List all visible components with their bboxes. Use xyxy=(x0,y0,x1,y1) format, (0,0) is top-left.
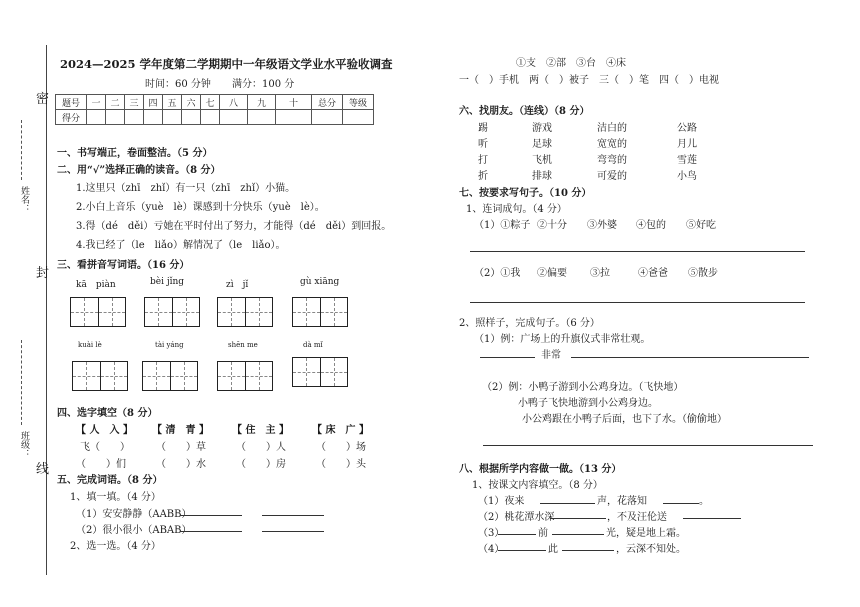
match-word[interactable]: 折 xyxy=(478,171,488,182)
section-5-sub1: 1、填一填。（4 分） xyxy=(70,492,161,503)
poem-line-2a: （2）桃花潭水深 xyxy=(478,512,555,523)
pinyin-question-3: 3.得（dé děi）亏她在平时付出了努力，才能得（dé děi）到回报。 xyxy=(76,221,392,232)
word-token: ②十分 xyxy=(537,220,567,231)
char-blank[interactable]: 飞（ ） xyxy=(80,442,130,453)
score-cell[interactable] xyxy=(125,110,144,125)
poem-line-3a: （3） xyxy=(478,528,505,539)
writing-grid[interactable] xyxy=(292,297,348,327)
name-blank[interactable] xyxy=(21,120,22,180)
score-cell[interactable] xyxy=(163,110,182,125)
measure-word-line[interactable]: 一（ ）手机 两（ ）被子 三（ ）笔 四（ ）电视 xyxy=(459,75,719,86)
poem-line-3c: 光，疑是地上霜。 xyxy=(606,528,686,539)
word-token: ⑤散步 xyxy=(688,268,718,279)
answer-line[interactable] xyxy=(262,531,324,532)
word-token: （2）①我 xyxy=(474,268,521,279)
answer-line[interactable] xyxy=(180,531,242,532)
section-5-title: 五、完成词语。（8 分） xyxy=(57,475,163,486)
section-8-sub1: 1、按课文内容填空。（8 分） xyxy=(472,480,603,491)
score-head: 四 xyxy=(144,95,163,110)
writing-grid[interactable] xyxy=(217,361,273,391)
pinyin-label: zì jǐ xyxy=(226,280,249,290)
word-token: ④爸爸 xyxy=(638,268,668,279)
writing-grid[interactable] xyxy=(70,297,126,327)
score-head: 三 xyxy=(125,95,144,110)
answer-line[interactable] xyxy=(470,302,805,303)
match-word[interactable]: 足球 xyxy=(532,139,552,150)
pinyin-label: bèi jǐng xyxy=(150,277,185,287)
word-token: ②偏要 xyxy=(537,268,567,279)
pinyin-question-4: 4.我已经了（le liǎo）解情况了（le liǎo）。 xyxy=(76,240,286,251)
match-word[interactable]: 听 xyxy=(478,139,488,150)
class-blank[interactable] xyxy=(21,340,22,425)
match-word[interactable]: 月儿 xyxy=(677,139,697,150)
answer-line[interactable] xyxy=(480,357,535,358)
writing-grid[interactable] xyxy=(142,361,198,391)
pinyin-label: kuài lè xyxy=(78,341,102,349)
answer-line[interactable] xyxy=(180,515,242,516)
poem-line-3b: 前 xyxy=(538,528,548,539)
match-word[interactable]: 踢 xyxy=(478,123,488,134)
word-pattern-aabb: （1）安安静静（AABB） xyxy=(76,509,192,520)
section-2-title: 二、用“√”选择正确的读音。（8 分） xyxy=(57,165,221,176)
score-cell[interactable] xyxy=(312,110,343,125)
pinyin-label: kā piàn xyxy=(76,280,116,290)
poem-line-1c: 。 xyxy=(699,496,709,507)
section-4-title: 四、选字填空（8 分） xyxy=(57,408,158,419)
exam-full-score: 满分：100 分 xyxy=(232,79,295,90)
section-7-sub2: 2、照样子，完成句子。（6 分） xyxy=(459,318,600,329)
match-word[interactable]: 打 xyxy=(478,155,488,166)
char-choice-group: 【 清 青 】 xyxy=(152,425,209,436)
pinyin-label: dà mǐ xyxy=(303,341,323,349)
section-6-title: 六、找朋友。（连线）（8 分） xyxy=(459,106,590,117)
char-blank[interactable]: （ ）场 xyxy=(316,442,366,453)
answer-line[interactable] xyxy=(571,357,809,358)
section-5-sub2: 2、选一选。（4 分） xyxy=(70,541,161,552)
score-head: 六 xyxy=(182,95,201,110)
score-cell[interactable] xyxy=(220,110,248,125)
pinyin-label: gù xiāng xyxy=(300,277,340,287)
answer-line[interactable] xyxy=(562,550,614,551)
score-head: 九 xyxy=(248,95,276,110)
pinyin-label: shēn me xyxy=(228,341,258,349)
answer-line[interactable] xyxy=(470,251,805,252)
score-table-score-row xyxy=(56,110,374,125)
name-label: 姓名： xyxy=(19,186,29,213)
answer-line[interactable] xyxy=(683,518,741,519)
rewrite-prompt: 小公鸡跟在小鸭子后面，也下了水。（偷偷地） xyxy=(522,414,727,425)
answer-line[interactable] xyxy=(498,534,536,535)
match-word[interactable]: 小鸟 xyxy=(677,171,697,182)
poem-line-4a: （4） xyxy=(478,544,505,555)
writing-grid[interactable] xyxy=(144,297,200,327)
score-head: 总分 xyxy=(312,95,343,110)
binding-line xyxy=(46,45,47,575)
word-token: ③外婆 xyxy=(587,220,617,231)
score-head: 七 xyxy=(201,95,220,110)
class-label: 班级： xyxy=(19,431,29,458)
answer-line[interactable] xyxy=(483,445,813,446)
char-choice-group: 【 住 主 】 xyxy=(232,425,289,436)
word-token: （1）①粽子 xyxy=(474,220,531,231)
poem-line-4b: 此 xyxy=(548,544,558,555)
word-token: ⑤好吃 xyxy=(686,220,716,231)
pinyin-question-1: 1.这里只（zhī zhǐ）有一只（zhī zhǐ）小猫。 xyxy=(76,183,296,194)
score-head: 题号 xyxy=(56,95,87,110)
measure-word-options: ①支 ②部 ③台 ④床 xyxy=(516,58,626,69)
pinyin-label: tài yáng xyxy=(155,341,184,349)
char-blank[interactable]: （ ）人 xyxy=(236,442,286,453)
answer-line[interactable] xyxy=(540,503,595,504)
match-word[interactable]: 洁白的 xyxy=(597,123,627,134)
exam-title: 2024—2025 学年度第二学期期中一年级语文学业水平验收调查 xyxy=(60,57,393,71)
score-cell[interactable] xyxy=(201,110,220,125)
example-answer-2: 小鸭子飞快地游到小公鸡身边。 xyxy=(518,398,658,409)
section-3-title: 三、看拼音写词语。（16 分） xyxy=(57,260,190,271)
answer-line[interactable] xyxy=(552,534,604,535)
answer-line[interactable] xyxy=(498,550,546,551)
word-pattern-abab: （2）很小很小（ABAB） xyxy=(76,525,192,536)
score-table-header-row xyxy=(56,95,374,110)
score-cell[interactable] xyxy=(182,110,201,125)
score-cell[interactable] xyxy=(276,110,312,125)
score-cell[interactable] xyxy=(248,110,276,125)
poem-line-1a: （1）夜来 xyxy=(478,496,525,507)
section-7-title: 七、按要求写句子。（10 分） xyxy=(459,188,592,199)
match-word[interactable]: 可爱的 xyxy=(597,171,627,182)
keyword-feichang: 非常 xyxy=(541,350,561,361)
char-blank[interactable]: （ ）房 xyxy=(236,459,286,470)
score-cell[interactable] xyxy=(144,110,163,125)
word-token: ③拉 xyxy=(590,268,610,279)
score-cell[interactable] xyxy=(343,110,374,125)
char-blank[interactable]: （ ）们 xyxy=(76,459,126,470)
score-table xyxy=(55,94,374,125)
match-word[interactable]: 飞机 xyxy=(532,155,552,166)
match-word[interactable]: 雪莲 xyxy=(677,155,697,166)
poem-line-2b: ，不及汪伦送 xyxy=(607,512,667,523)
char-blank[interactable]: （ ）草 xyxy=(156,442,206,453)
answer-line[interactable] xyxy=(550,518,606,519)
poem-line-4c: ，云深不知处。 xyxy=(616,544,686,555)
answer-line[interactable] xyxy=(262,515,324,516)
score-cell[interactable] xyxy=(106,110,125,125)
score-row-label: 得分 xyxy=(56,110,87,125)
char-choice-group: 【 人 入 】 xyxy=(76,425,133,436)
seal-char-mi: 密 xyxy=(36,92,50,107)
example-sentence-1: （1）例：广场上的升旗仪式非常壮观。 xyxy=(474,334,651,345)
word-token: ④包的 xyxy=(636,220,666,231)
score-head: 八 xyxy=(220,95,248,110)
section-1-title: 一、书写端正，卷面整洁。（5 分） xyxy=(57,148,213,159)
exam-time: 时间：60 分钟 xyxy=(145,79,211,90)
score-head: 等级 xyxy=(343,95,374,110)
example-sentence-2: （2）例：小鸭子游到小公鸡身边。（飞快地） xyxy=(482,382,684,393)
poem-line-1b: 声，花落知 xyxy=(597,496,647,507)
char-blank[interactable]: （ ）头 xyxy=(316,459,366,470)
match-word[interactable]: 弯弯的 xyxy=(597,155,627,166)
char-choice-group: 【 床 广 】 xyxy=(312,425,369,436)
match-word[interactable]: 宽宽的 xyxy=(597,139,627,150)
score-head: 五 xyxy=(163,95,182,110)
match-word[interactable]: 游戏 xyxy=(532,123,552,134)
writing-grid[interactable] xyxy=(72,361,128,391)
score-head: 二 xyxy=(106,95,125,110)
score-cell[interactable] xyxy=(87,110,106,125)
match-word[interactable]: 排球 xyxy=(532,171,552,182)
writing-grid[interactable] xyxy=(292,357,348,387)
score-head: 一 xyxy=(87,95,106,110)
answer-line[interactable] xyxy=(663,503,699,504)
section-7-sub1: 1、连词成句。（4 分） xyxy=(466,204,567,215)
writing-grid[interactable] xyxy=(217,297,273,327)
pinyin-question-2: 2.小白上音乐（yuè lè）课感到十分快乐（yuè lè）。 xyxy=(76,202,325,213)
match-word[interactable]: 公路 xyxy=(677,123,697,134)
seal-char-xian: 线 xyxy=(36,462,50,477)
char-blank[interactable]: （ ）水 xyxy=(156,459,206,470)
section-8-title: 八、根据所学内容做一做。（13 分） xyxy=(459,464,622,475)
score-head: 十 xyxy=(276,95,312,110)
seal-char-feng: 封 xyxy=(36,266,50,281)
